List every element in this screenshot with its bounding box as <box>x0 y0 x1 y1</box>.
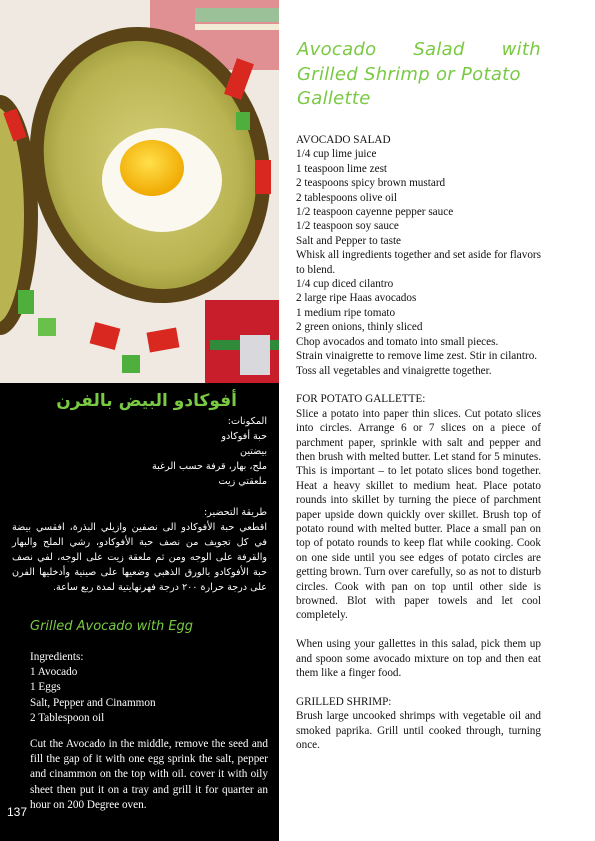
english-ingredient-item: Salt, Pepper and Cinammon <box>30 696 156 709</box>
english-ingredient-item: 1 Eggs <box>30 681 61 694</box>
serving-instructions: When using your gallettes in this salad, pick them up and spoon some avocado mixture on top and then eat them like a finger food. <box>296 638 541 679</box>
english-ingredients-heading: Ingredients: <box>30 651 84 663</box>
shrimp-heading: GRILLED SHRIMP: <box>296 695 392 708</box>
arabic-ingredients-heading: المكونات: <box>227 416 267 427</box>
arabic-ingredients <box>12 414 267 489</box>
salad-ingredient-line: 1/2 teaspoon cayenne pepper sauce <box>296 206 454 219</box>
salad-ingredient-line: 2 large ripe Haas avocados <box>296 292 417 305</box>
salad-ingredient-line: 2 teaspoons spicy brown mustard <box>296 177 446 190</box>
arabic-ingredient-item: بيضتين <box>240 446 267 457</box>
potato-instructions: Slice a potato into paper thin slices. Cut potato slices into circles. Arrange 6 or 7 slices on a piece of parchment paper, sprinkle with salt and pepper and then brush with melted butter. Let stand for 5 minutes. This is important – to let potato slices bond together. Heat a heavy skillet to medium heat. Place potato rounds into skillet by turning the piece of parchment paper upside down quickly over skillet. Brush top of potato round with melted butter. Place a small pan on top of potato rounds to keep flat while cooking. Cook on one side until you see edges of potato circles are getting brown. Turn over carefully, so as not to disturb circles. Cook with pan on top until other side is browned. Blot with paper towels and let cool completely. <box>296 407 541 622</box>
arabic-recipe-title: أفوكادو البيض بالفرن <box>56 391 237 411</box>
salad-whisk-step: Whisk all ingredients together and set aside for flavors to blend. <box>296 249 541 276</box>
salad-ingredient-line: Salt and Pepper to taste <box>296 234 402 247</box>
main-recipe-body <box>296 133 541 752</box>
english-ingredients <box>30 650 156 726</box>
salad-ingredient-line: 1 medium ripe tomato <box>296 306 396 319</box>
title-line-1 <box>297 38 541 63</box>
potato-heading: FOR POTATO GALLETTE: <box>296 393 426 406</box>
salad-strain-step: Strain vinaigrette to remove lime zest. Stir in cilantro. <box>296 350 538 363</box>
english-ingredient-item: 2 Tablespoon oil <box>30 711 105 724</box>
salad-ingredient-line: 2 tablespoons olive oil <box>296 191 397 204</box>
page-number: 137 <box>7 805 28 819</box>
english-method-text: Cut the Avocado in the middle, remove the seed and fill the gap of it with one egg sprink the salt, pepper and cinammon on the top with oil. cover it with oily sheet then put it on a tray and grill it for quarter an hour on 200 Degree oven. <box>30 738 268 811</box>
arabic-ingredient-item: ملعقتي زيت <box>218 476 267 487</box>
salad-ingredient-line: 1/2 teaspoon soy sauce <box>296 220 399 233</box>
salad-ingredient-line: 1/4 cup diced cilantro <box>296 278 394 291</box>
main-recipe-title <box>297 38 541 112</box>
recipe-photo <box>0 0 279 383</box>
left-recipe-panel <box>0 383 279 841</box>
title-word: Salad <box>413 39 465 60</box>
salad-ingredient-line: Chop avocados and tomato into small pieces. <box>296 335 499 348</box>
arabic-method <box>12 505 267 595</box>
arabic-method-text: اقطعي حبة الأفوكادو الى نصفين وازيلي البذرة، افقسي بيضة في كل تجويف من نصف حبة الأفوكادو، رشي الملح والبهار والقرفة على الوجه ومن ثم ملعقة زيت على الوجه، لفي نصف حبة الأفوكادو بالورق الذهبي وضعيها على صينية وأدخليها الفرن على درجة حرارة ٢٠٠ درجة فهرنهايتية لمدة ربع ساعة. <box>12 522 267 593</box>
salad-ingredient-line: 1 teaspoon lime zest <box>296 162 388 175</box>
grilled-avocado-egg-photo <box>0 0 279 383</box>
shrimp-instructions: Brush large uncooked shrimps with vegetable oil and smoked paprika. Grill until cooked through, turning once. <box>296 710 541 752</box>
title-word: with <box>501 39 541 60</box>
arabic-method-heading: طريقة التحضير: <box>203 507 267 518</box>
arabic-ingredient-item: ملح، بهار، قرفة حسب الرغبة <box>151 461 267 472</box>
english-recipe-subtitle: Grilled Avocado with Egg <box>30 619 194 634</box>
title-word: Avocado <box>297 39 377 60</box>
salad-heading: AVOCADO SALAD <box>296 134 391 146</box>
title-line-2: Grilled Shrimp or Potato <box>297 63 521 85</box>
salad-ingredient-line: 1/4 cup lime juice <box>296 148 377 161</box>
salad-toss-step: Toss all vegetables and vinaigrette together. <box>296 364 492 377</box>
title-line-3: Gallette <box>297 88 371 109</box>
arabic-ingredient-item: حبة أفوكادو <box>221 431 267 442</box>
salad-ingredient-line: 2 green onions, thinly sliced <box>296 321 423 334</box>
english-ingredient-item: 1 Avocado <box>30 666 78 679</box>
